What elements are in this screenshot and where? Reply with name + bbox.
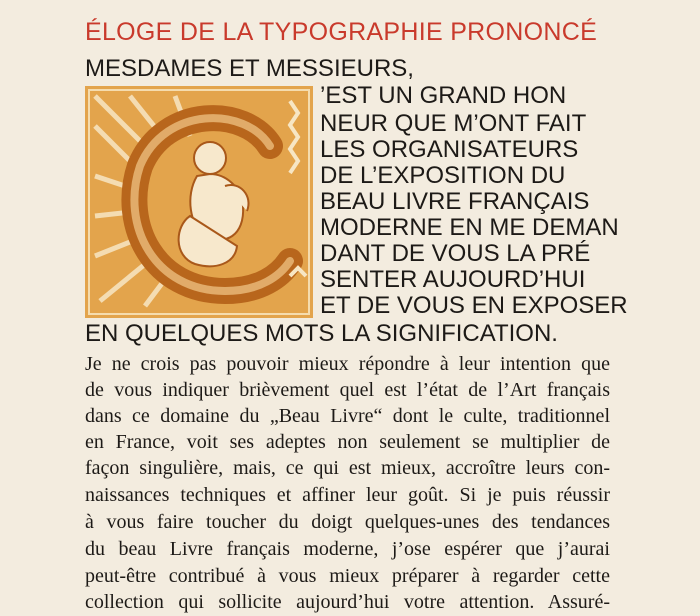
body-text-line: collection qui sollicite aujourd’hui votre attention. Assuré- <box>85 591 610 613</box>
body-text-line: de vous indiquer brièvement quel est l’état de l’Art français <box>85 379 610 401</box>
body-text-line: en France, voit ses adeptes non seulement se multiplier de <box>85 431 610 453</box>
opening-line: NEUR QUE M’ONT FAIT <box>320 110 587 137</box>
opening-line: SENTER AUJOURD’HUI <box>320 266 586 293</box>
closing-caps-line: EN QUELQUES MOTS LA SIGNIFICATION. <box>85 320 558 347</box>
page-heading: ÉLOGE DE LA TYPOGRAPHIE PRONONCÉ <box>85 18 598 46</box>
opening-line: ’EST UN GRAND HON <box>320 82 567 109</box>
body-text-line: à vous faire toucher du doigt quelques-unes des tendances <box>85 511 610 533</box>
body-text-line: naissances techniques et affiner leur goût. Si je puis réussir <box>85 484 610 506</box>
opening-line: LES ORGANISATEURS <box>320 136 579 163</box>
body-text-line: Je ne crois pas pouvoir mieux répondre à leur intention que <box>85 353 610 375</box>
body-text-line: dans ce domaine du „Beau Livre“ dont le culte, traditionnel <box>85 405 610 427</box>
opening-line: DE L’EXPOSITION DU <box>320 162 566 189</box>
opening-line: MODERNE EN ME DEMAN <box>320 214 619 241</box>
salutation: MESDAMES ET MESSIEURS, <box>85 55 414 82</box>
body-text-line: façon singulière, mais, ce qui est mieux, accroître leurs con- <box>85 457 610 479</box>
body-text-line: du beau Livre français moderne, j’ose espérer que j’aurai <box>85 538 610 560</box>
body-text-line: peut-être contribué à vous mieux préparer à regarder cette <box>85 565 610 587</box>
opening-line: BEAU LIVRE FRANÇAIS <box>320 188 590 215</box>
opening-line: ET DE VOUS EN EXPOSER <box>320 292 628 319</box>
opening-line: DANT DE VOUS LA PRÉ <box>320 240 591 267</box>
ornamental-initial-c <box>85 86 313 318</box>
ornament-woodcut-image <box>85 86 313 318</box>
